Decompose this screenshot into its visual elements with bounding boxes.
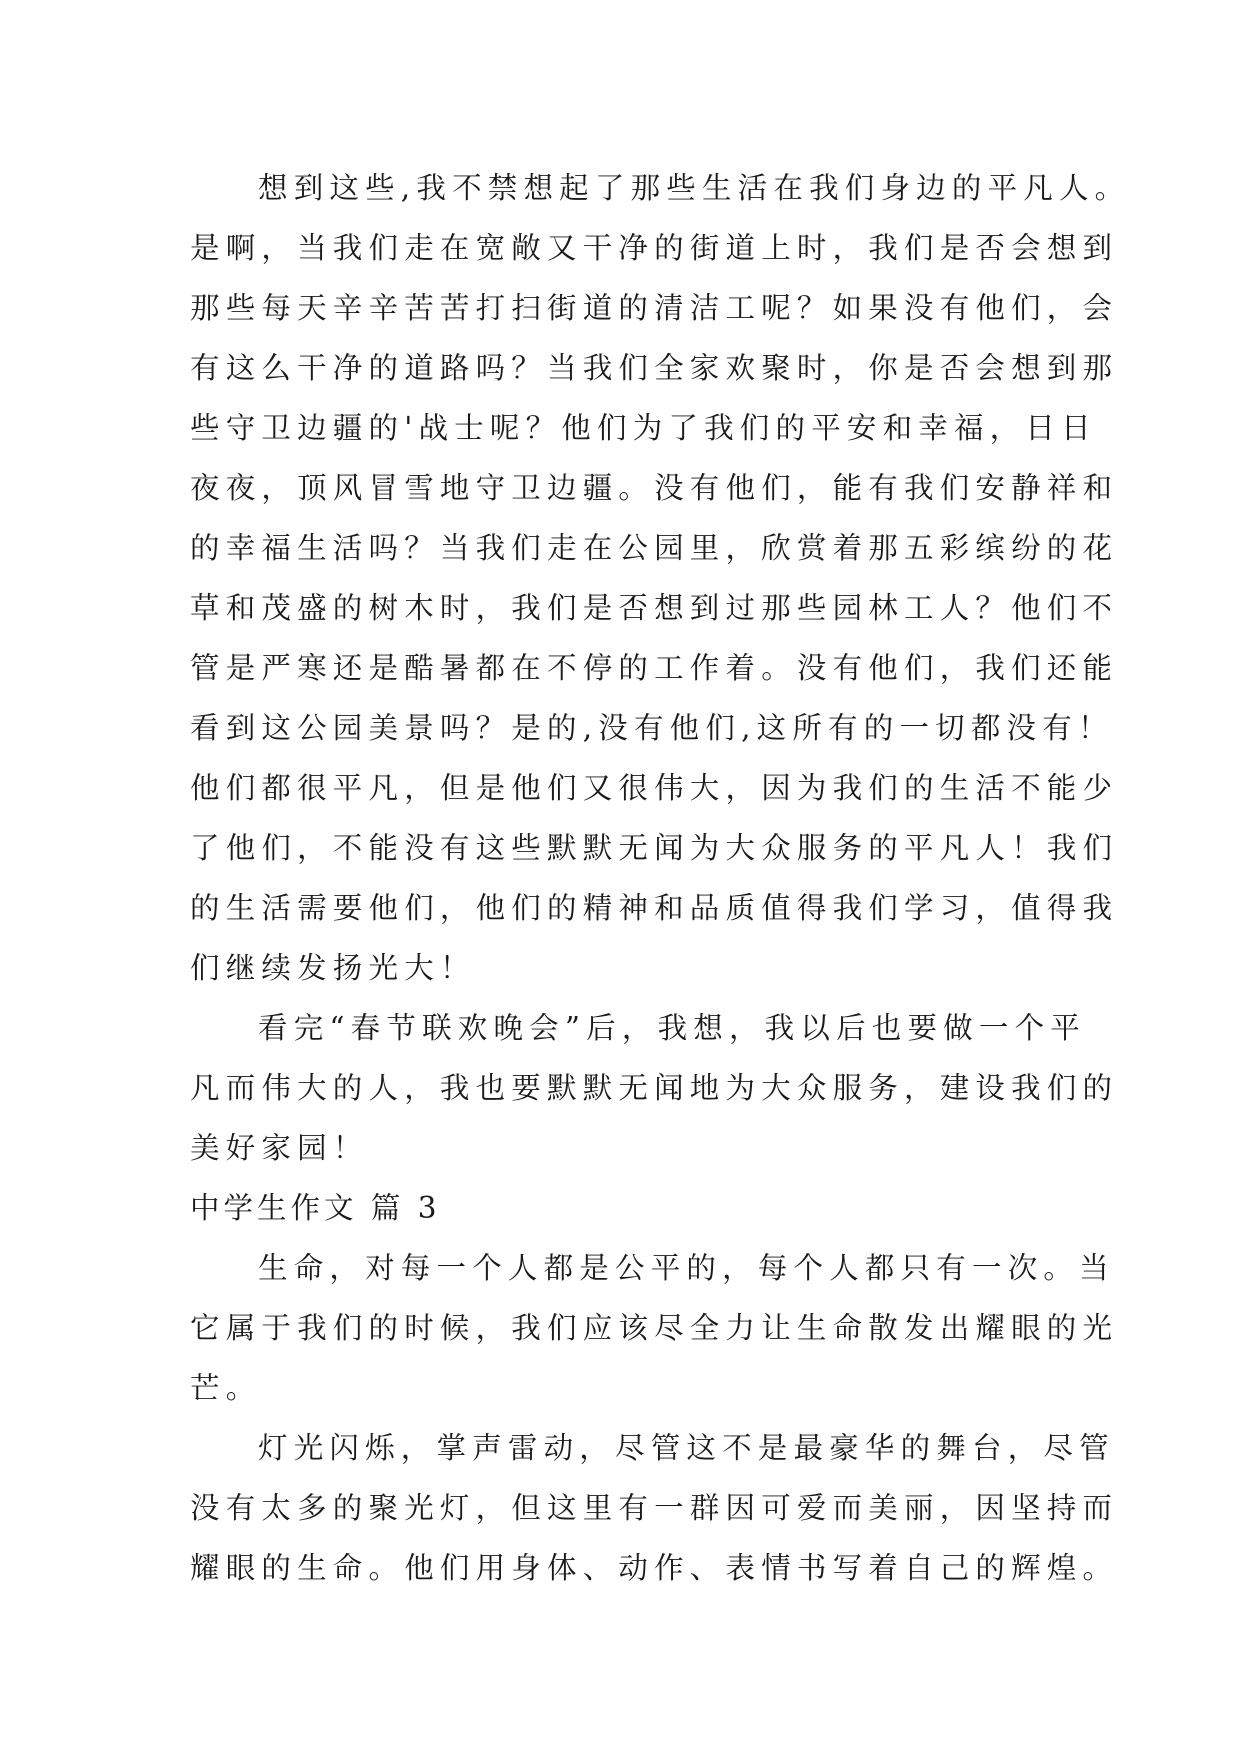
paragraph-line: 没有太多的聚光灯，但这里有一群因可爱而美丽，因坚持而 [190, 1491, 1119, 1525]
paragraph-line: 他们都很平凡，但是他们又很伟大，因为我们的生活不能少 [190, 771, 1119, 805]
paragraph-line: 了他们，不能没有这些默默无闻为大众服务的平凡人！我们 [190, 831, 1119, 865]
paragraph-line: 想到这些,我不禁想起了那些生活在我们身边的平凡人。 [258, 171, 1131, 205]
paragraph-line: 夜夜，顶风冒雪地守卫边疆。没有他们，能有我们安静祥和 [190, 471, 1119, 505]
paragraph-line: 们继续发扬光大！ [190, 951, 476, 985]
paragraph-line: 的生活需要他们，他们的精神和品质值得我们学习，值得我 [190, 891, 1119, 925]
essay-body [190, 158, 1131, 1598]
paragraph-line: 芒。 [190, 1371, 262, 1405]
section-heading: 中学生作文 篇 3 [190, 1191, 441, 1225]
paragraph-line: 些守卫边疆的'战士呢？他们为了我们的平安和幸福，日日 [190, 411, 1097, 445]
paragraph-line: 灯光闪烁，掌声雷动，尽管这不是最豪华的舞台，尽管 [258, 1431, 1115, 1465]
paragraph-line: 看到这公园美景吗？是的,没有他们,这所有的一切都没有！ [190, 711, 1114, 745]
paragraph-line: 美好家园！ [190, 1131, 369, 1165]
paragraph-line: 生命，对每一个人都是公平的，每个人都只有一次。当 [258, 1251, 1115, 1285]
paragraph-line: 看完“春节联欢晚会”后，我想，我以后也要做一个平 [258, 1011, 1086, 1045]
paragraph-line: 管是严寒还是酷暑都在不停的工作着。没有他们，我们还能 [190, 651, 1119, 685]
paragraph-line: 草和茂盛的树木时，我们是否想到过那些园林工人？他们不 [190, 591, 1119, 625]
paragraph-line: 那些每天辛辛苦苦打扫街道的清洁工呢？如果没有他们，会 [190, 291, 1119, 325]
paragraph-line: 的幸福生活吗？当我们走在公园里，欣赏着那五彩缤纷的花 [190, 531, 1119, 565]
paragraph-line: 它属于我们的时候，我们应该尽全力让生命散发出耀眼的光 [190, 1311, 1119, 1345]
paragraph-line: 凡而伟大的人，我也要默默无闻地为大众服务，建设我们的 [190, 1071, 1119, 1105]
paragraph-line: 有这么干净的道路吗？当我们全家欢聚时，你是否会想到那 [190, 351, 1119, 385]
paragraph-line: 耀眼的生命。他们用身体、动作、表情书写着自己的辉煌。 [190, 1551, 1119, 1585]
paragraph-line: 是啊，当我们走在宽敞又干净的街道上时，我们是否会想到 [190, 231, 1119, 265]
